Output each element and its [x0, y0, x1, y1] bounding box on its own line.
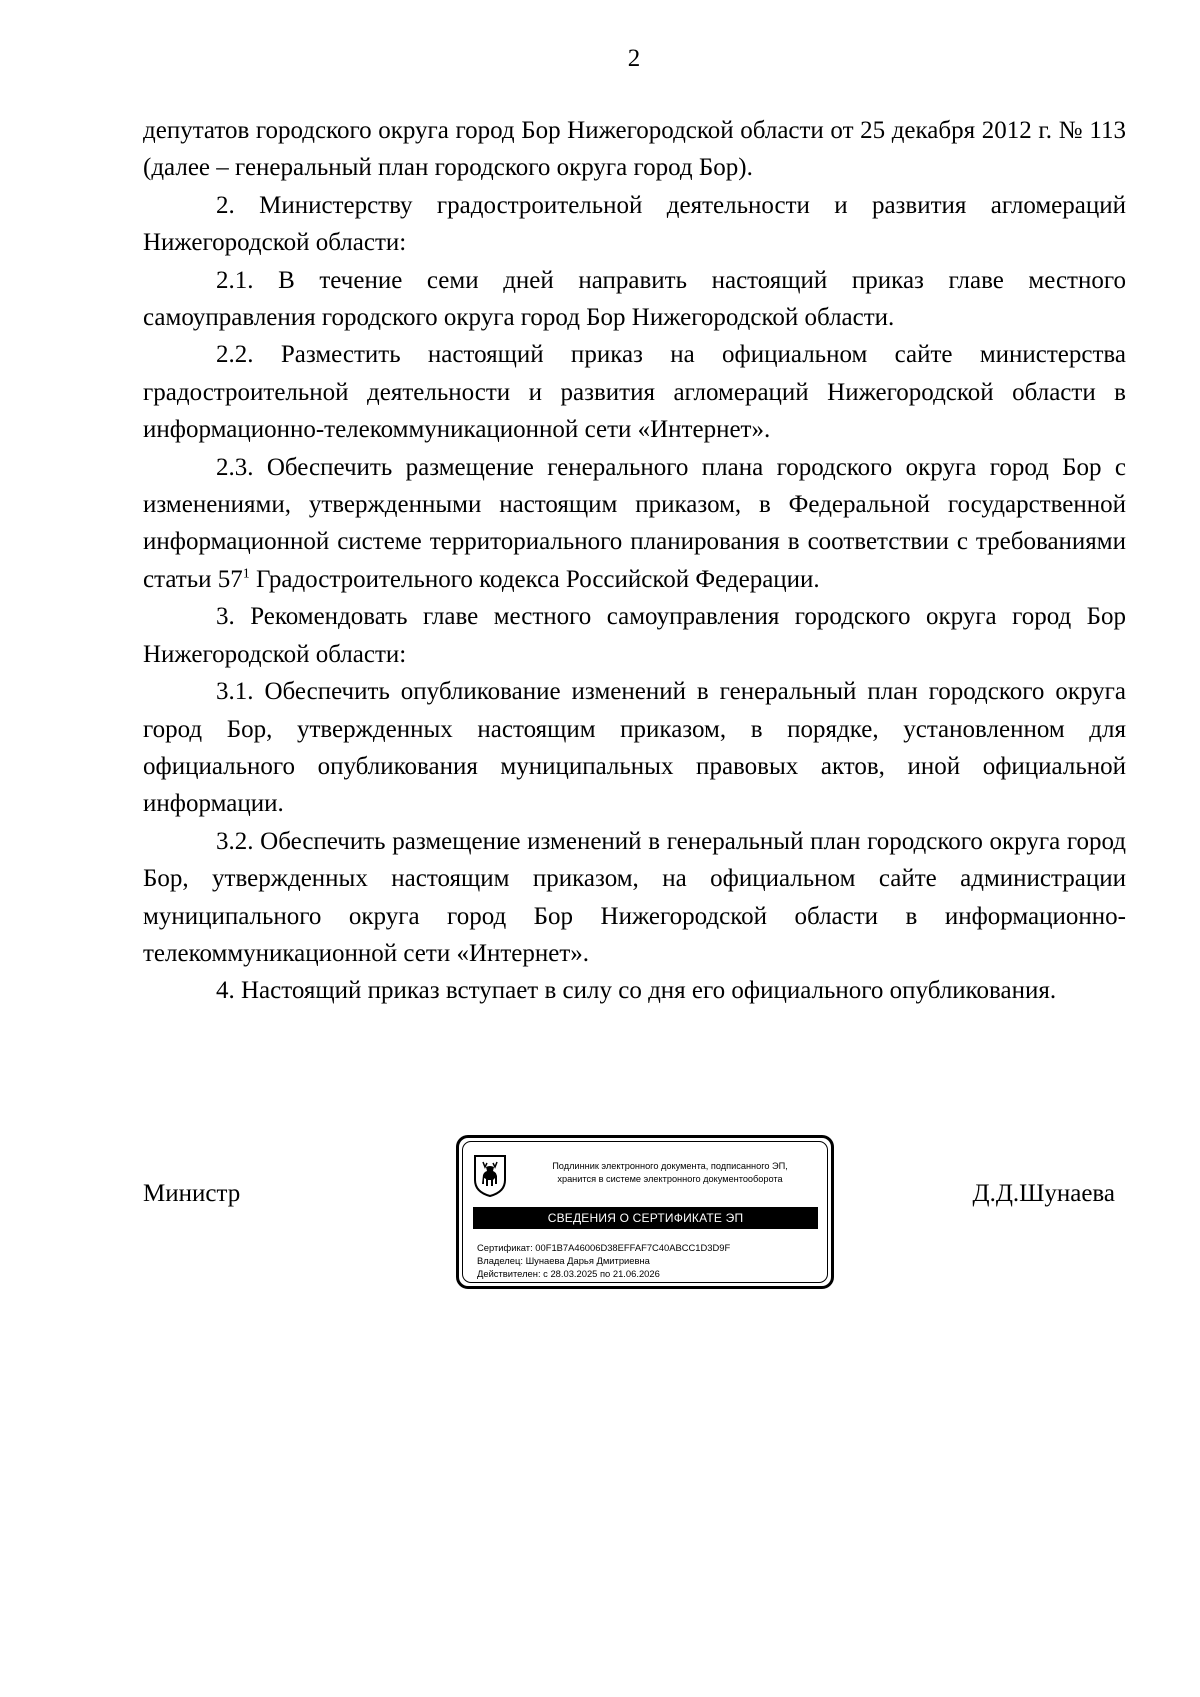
paragraph-3-2: 3.2. Обеспечить размещение изменений в генеральный план городского округа город Бор, утвержденных настоящим приказом, на официальном сайте администрации муниципального округа город Бор Нижегородской области в информационно-телекоммуникационной сети «Интернет». [143, 827, 1126, 967]
stamp-validity: Действителен: с 28.03.2025 по 21.06.2026 [477, 1268, 660, 1280]
document-body [143, 112, 1126, 1010]
stamp-note-line-2: хранится в системе электронного документооборота [557, 1174, 783, 1184]
paragraph-2-3-text: 2.3. Обеспечить размещение генерального плана городского округа город Бор с изменениями, утвержденными настоящим приказом, в Федеральной государственной информационной системе территориального планирования в соответствии с требованиями статьи 57 [143, 453, 1126, 593]
paragraph-2-2: 2.2. Разместить настоящий приказ на официальном сайте министерства градостроительной деятельности и развития агломераций Нижегородской области в информационно-телекоммуникационной сети «Интернет». [143, 341, 1126, 444]
paragraph-2-1: 2.1. В течение семи дней направить настоящий приказ главе местного самоуправления городского округа город Бор Нижегородской области. [143, 266, 1126, 332]
paragraph-continuation: депутатов городского округа город Бор Нижегородской области от 25 декабря 2012 г. № 113 (далее – генеральный план городского округа город Бор). [143, 117, 1126, 182]
page-number: 2 [627, 45, 641, 72]
stamp-owner: Владелец: Шунаева Дарья Дмитриевна [477, 1255, 650, 1267]
paragraph-2: 2. Министерству градостроительной деятельности и развития агломераций Нижегородской области: [143, 191, 1126, 257]
coat-of-arms-icon [473, 1154, 507, 1198]
signatory-position: Министр [143, 1180, 241, 1207]
paragraph-3-1: 3.1. Обеспечить опубликование изменений в генеральный план городского округа город Бор, утвержденных настоящим приказом, в порядке, установленном для официального опубликования муниципальных правовых актов, иной официальной информации. [143, 678, 1126, 818]
article-superscript: 1 [242, 566, 250, 582]
paragraph-3: 3. Рекомендовать главе местного самоуправления городского округа город Бор Нижегородской области: [143, 603, 1126, 668]
stamp-details [477, 1241, 730, 1281]
stamp-certificate: Сертификат: 00F1B7A46006D38EFFAF7C40ABCC1D3D9F [477, 1242, 731, 1253]
signatory-name: Д.Д.Шунаева [972, 1180, 1115, 1207]
paragraph-2-3 [143, 449, 1126, 599]
paragraph-4: 4. Настоящий приказ вступает в силу со дня его официального опубликования. [216, 977, 1057, 1005]
stamp-note-line-1: Подлинник электронного документа, подписанного ЭП, [552, 1161, 788, 1171]
electronic-signature-stamp [456, 1135, 834, 1289]
stamp-note [519, 1160, 821, 1186]
paragraph-2-3-text-end: Градостроительного кодекса Российской Федерации. [249, 565, 820, 593]
stamp-header: СВЕДЕНИЯ О СЕРТИФИКАТЕ ЭП [473, 1207, 818, 1229]
